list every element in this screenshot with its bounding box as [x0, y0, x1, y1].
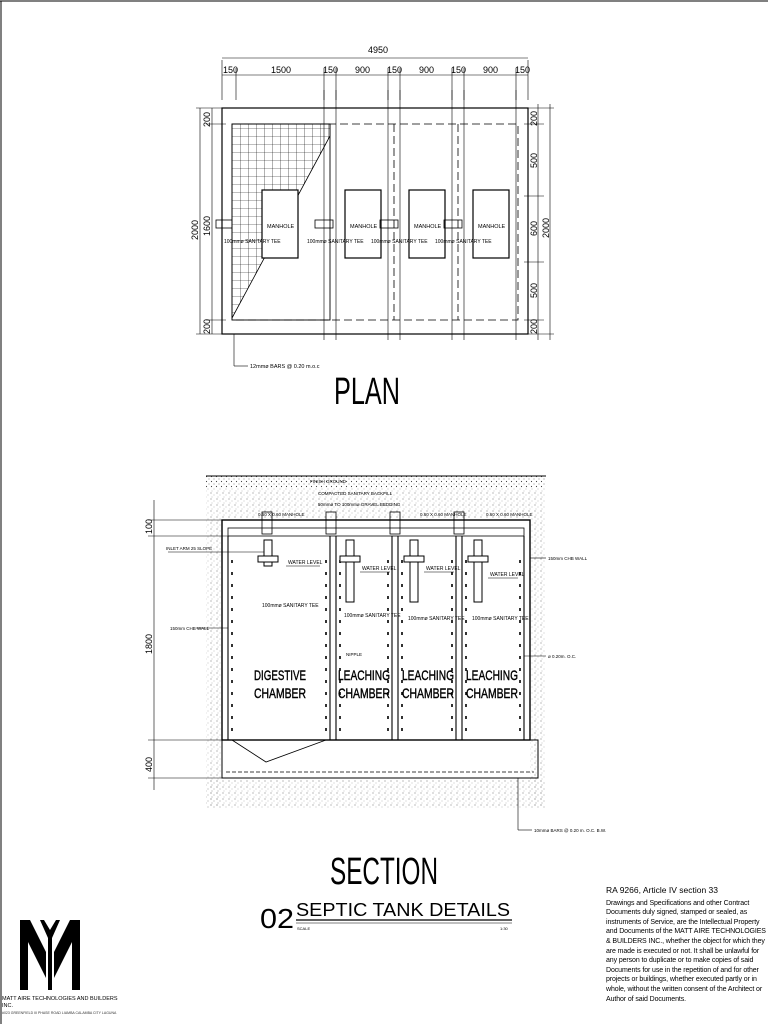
section-ground-note-5: 0.60 X 0.60 MANHOLE	[420, 512, 467, 517]
plan-top-dim-2: 1500	[271, 65, 292, 75]
plan-manhole-label-4: MANHOLE	[478, 224, 506, 230]
section-view	[144, 476, 606, 893]
chamber-3-line1: LEACHING	[402, 667, 454, 683]
company-name: MATT AIRE TECHNOLOGIES AND BUILDERS INC.	[2, 996, 118, 1009]
company-logo	[20, 920, 80, 990]
section-chb-wall-right: 150mm CHB WALL	[548, 556, 588, 561]
legal-text: Drawings and Specifications and other Contract Documents duly signed, stamped or sealed, as instruments of Service, are the Intellectual Property and Documents of the MATT AIRE TECHNOLOGIES & BUILDERS INC., whether the object for which they are made is executed or not. It shall be unlawful for any person to duplicate or to make copies of said Documents for use in the repetition of and for other projects or buildings, whether executed partly or in whole, without the written consent of the Architect or Author of said Documents.	[606, 899, 766, 1003]
plan-right-dim-5: 200	[529, 318, 539, 334]
plan-top-dim-5: 150	[387, 65, 403, 75]
plan-bars-note: 12mmø BARS @ 0.20 m.o.c	[250, 364, 320, 370]
section-water-level-1: WATER LEVEL	[288, 560, 323, 566]
section-ground-note-4: 0.60 X 0.60 MANHOLE	[258, 512, 305, 517]
company-address: #023 GREENFIELD III PHASE ROAD LIAMBA CALAMBA CITY LAGUNA	[2, 1011, 117, 1015]
chamber-1-line1: DIGESTIVE	[254, 667, 306, 683]
plan-right-overall: 2000	[541, 217, 551, 238]
section-ground-note-1: FINISH GROUND	[310, 479, 346, 484]
section-bottom-note: 10mmø BARS @ 0.20 m. O.C. B.W.	[534, 828, 607, 833]
plan-top-dim-3: 150	[323, 65, 339, 75]
plan-left-dim-2: 1600	[202, 215, 212, 236]
sheet-scale-value: 1:30	[500, 926, 508, 931]
section-ground-note-3: 50mmø TO 100mmø GRAVEL BEDDING	[318, 502, 401, 507]
plan-left-overall: 2000	[190, 219, 200, 240]
section-left-dim-2: 1800	[144, 633, 154, 654]
plan-right-dim-3: 600	[529, 220, 539, 236]
chamber-4-line1: LEACHING	[466, 667, 518, 683]
plan-left-dim-3: 200	[202, 318, 212, 334]
section-title: SECTION	[330, 851, 438, 893]
plan-tee-label-1: 100mmø SANITARY TEE	[224, 239, 281, 245]
sheet-number: 02	[260, 903, 294, 934]
sheet-title-block	[260, 900, 512, 934]
section-left-dim-1: 100	[144, 518, 154, 534]
plan-tee-label-2: 100mmø SANITARY TEE	[307, 239, 364, 245]
section-ground-note-6: 0.60 X 0.60 MANHOLE	[486, 512, 533, 517]
section-chb-wall-left: 150mm CHB WALL	[170, 626, 210, 631]
plan-top-dim-4: 900	[355, 65, 371, 75]
section-ground-note-2: COMPACTED SANITARY BACKFILL	[318, 491, 393, 496]
plan-right-dim-1: 200	[529, 110, 539, 126]
plan-left-dim-1: 200	[202, 111, 212, 127]
section-tee-label-1: 100mmø SANITARY TEE	[262, 603, 319, 609]
section-water-level-4: WATER LEVEL	[490, 572, 525, 578]
plan-top-dim-8: 900	[483, 65, 499, 75]
plan-top-dim-6: 900	[419, 65, 435, 75]
section-left-dim-3: 400	[144, 756, 154, 772]
sheet-title: SEPTIC TANK DETAILS	[296, 900, 510, 920]
plan-title: PLAN	[334, 371, 400, 413]
section-bars-spacing: ø 0.20m. O.C.	[548, 654, 577, 659]
chamber-2-line2: CHAMBER	[338, 685, 390, 701]
company-block	[2, 996, 122, 1017]
plan-manhole-label-1: MANHOLE	[267, 224, 295, 230]
legal-rule: RA 9266, Article IV section 33	[606, 885, 718, 895]
section-inlet-note: INLET ARM 25 SLOPE	[166, 546, 213, 551]
chamber-1-line2: CHAMBER	[254, 685, 306, 701]
plan-view	[190, 45, 554, 413]
chamber-2-line1: LEACHING	[338, 667, 390, 683]
chamber-4-line2: CHAMBER	[466, 685, 518, 701]
section-water-level-3: WATER LEVEL	[426, 566, 461, 572]
plan-right-dim-2: 500	[529, 152, 539, 168]
sheet-scale-label: SCALE	[297, 926, 311, 931]
section-tee-label-3: 100mmø SANITARY TEE	[408, 616, 465, 622]
plan-right-dim-4: 500	[529, 282, 539, 298]
plan-overall-dim: 4950	[368, 45, 389, 55]
section-water-level-2: WATER LEVEL	[362, 566, 397, 572]
section-nipple-label: NIPPLE	[346, 652, 363, 657]
legal-notice	[606, 886, 766, 1004]
plan-top-dim-9: 150	[515, 65, 531, 75]
plan-tee-label-4: 100mmø SANITARY TEE	[435, 239, 492, 245]
plan-tee-label-3: 100mmø SANITARY TEE	[371, 239, 428, 245]
chamber-3-line2: CHAMBER	[402, 685, 454, 701]
plan-top-dim-1: 150	[223, 65, 239, 75]
plan-top-dim-7: 150	[451, 65, 467, 75]
plan-manhole-label-2: MANHOLE	[350, 224, 378, 230]
plan-manhole-label-3: MANHOLE	[414, 224, 442, 230]
section-tee-label-2: 100mmø SANITARY TEE	[344, 613, 401, 619]
section-tee-label-4: 100mmø SANITARY TEE	[472, 616, 529, 622]
